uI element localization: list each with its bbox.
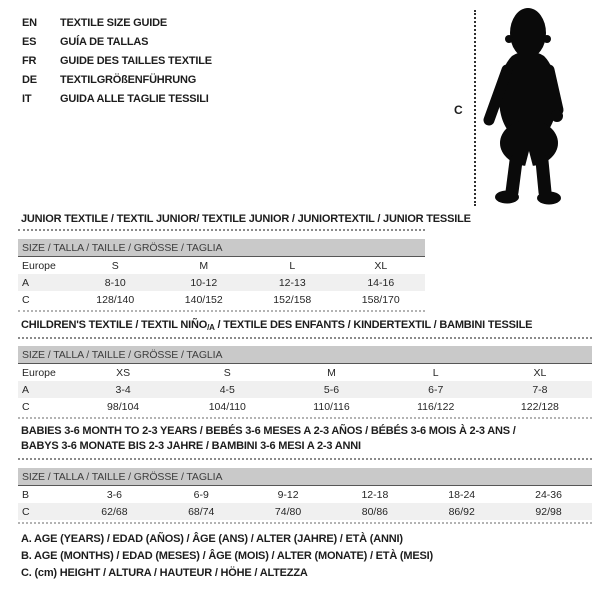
- size-cell: S: [111, 259, 119, 272]
- months-cell: 6-9: [193, 488, 209, 501]
- row-label: C: [22, 293, 30, 306]
- age-cell: 4-5: [219, 383, 235, 396]
- table-row-height: [18, 291, 425, 308]
- row-label: Europe: [22, 366, 56, 379]
- size-cell: S: [223, 366, 231, 379]
- note-c-height-cm: C. (cm) HEIGHT / ALTURA / HAUTEUR / HÖHE / ALTEZZA: [21, 567, 308, 579]
- height-cell: 92/98: [535, 505, 562, 518]
- age-cell: 3-4: [115, 383, 131, 396]
- language-row-it: [22, 89, 212, 108]
- note-b-age-months: B. AGE (MONTHS) / EDAD (MESES) / ÂGE (MOIS) / ALTER (MONATE) / ETÀ (MESI): [21, 550, 433, 562]
- height-cell: 62/68: [101, 505, 128, 518]
- size-header-row: [18, 346, 592, 364]
- language-code: DE: [22, 73, 37, 86]
- babies-size-table: [18, 458, 592, 524]
- row-label: B: [22, 488, 30, 501]
- height-c-label: C: [454, 103, 463, 117]
- baby-silhouette: [482, 6, 568, 206]
- age-cell: 5-6: [323, 383, 340, 396]
- height-cell: 116/122: [417, 400, 455, 413]
- age-cell: 7-8: [532, 383, 548, 396]
- language-row-de: [22, 70, 212, 89]
- babies-table-title: [21, 424, 586, 454]
- height-cell: 104/110: [208, 400, 246, 413]
- language-code: EN: [22, 16, 37, 29]
- height-cell: 74/80: [274, 505, 302, 518]
- months-cell: 12-18: [361, 488, 389, 501]
- language-code: FR: [22, 54, 37, 67]
- age-cell: 10-12: [190, 276, 218, 289]
- row-label: Europe: [22, 259, 56, 272]
- language-title: GUIDE DES TAILLES TEXTILE: [60, 54, 212, 67]
- language-code: ES: [22, 35, 37, 48]
- table-row-age: [18, 274, 425, 291]
- size-header-row: [18, 468, 592, 486]
- table-row-europe: [18, 364, 592, 381]
- table-row-months: [18, 486, 592, 503]
- size-cell: XL: [374, 259, 388, 272]
- size-cell: XL: [533, 366, 547, 379]
- table-row-height: [18, 398, 592, 415]
- height-cell: 152/158: [273, 293, 312, 306]
- height-cell: 122/128: [520, 400, 559, 413]
- size-cell: M: [327, 366, 336, 379]
- size-header-label: SIZE / TALLA / TAILLE / GRÖSSE / TAGLIA: [22, 470, 223, 483]
- months-cell: 24-36: [535, 488, 562, 501]
- language-title: TEXTILE SIZE GUIDE: [60, 16, 168, 29]
- age-cell: 14-16: [367, 276, 395, 289]
- footnotes: [21, 531, 433, 582]
- junior-size-table: [18, 229, 425, 312]
- language-code: IT: [22, 92, 32, 105]
- height-cell: 128/140: [96, 293, 135, 306]
- age-cell: 6-7: [428, 383, 444, 396]
- height-cell: 110/116: [313, 400, 350, 413]
- table-row-height: [18, 503, 592, 520]
- note-a-age-years: A. AGE (YEARS) / EDAD (AÑOS) / ÂGE (ANS) / ALTER (JAHRE) / ETÀ (ANNI): [21, 533, 403, 545]
- table-row-europe: [18, 257, 425, 274]
- size-header-label: SIZE / TALLA / TAILLE / GRÖSSE / TAGLIA: [22, 241, 223, 254]
- row-label: C: [22, 400, 30, 413]
- size-cell: XS: [116, 366, 131, 379]
- row-label: A: [22, 383, 30, 396]
- months-cell: 3-6: [106, 488, 122, 501]
- height-cell: 158/170: [361, 293, 400, 306]
- months-cell: 18-24: [448, 488, 476, 501]
- children-title-post: / TEXTILE DES ENFANTS / KINDERTEXTIL / BAMBINI TESSILE: [214, 319, 533, 331]
- size-cell: M: [199, 259, 209, 272]
- height-cell: 80/86: [361, 505, 389, 518]
- language-title: GUÍA DE TALLAS: [60, 35, 149, 48]
- height-cell: 98/104: [107, 400, 140, 413]
- language-row-es: [22, 32, 212, 51]
- height-cell: 86/92: [448, 505, 475, 518]
- language-title: GUIDA ALLE TAGLIE TESSILI: [60, 92, 209, 105]
- size-header-label: SIZE / TALLA / TAILLE / GRÖSSE / TAGLIA: [22, 348, 223, 361]
- language-list: [22, 13, 212, 108]
- height-dotted-line: [474, 10, 476, 206]
- age-cell: 12-13: [278, 276, 306, 289]
- junior-table-title: JUNIOR TEXTILE / TEXTIL JUNIOR/ TEXTILE JUNIOR / JUNIORTEXTIL / JUNIOR TESSILE: [21, 213, 471, 225]
- children-title-sub: /A: [207, 323, 215, 332]
- height-cell: 68/74: [188, 505, 215, 518]
- children-table-title: [21, 319, 532, 332]
- language-row-fr: [22, 51, 212, 70]
- size-header-row: [18, 239, 425, 257]
- size-cell: L: [432, 366, 439, 379]
- size-cell: L: [289, 259, 296, 272]
- language-row-en: [22, 13, 212, 32]
- age-cell: 8-10: [104, 276, 126, 289]
- row-label: A: [22, 276, 30, 289]
- table-row-age: [18, 381, 592, 398]
- row-label: C: [22, 505, 30, 518]
- language-title: TEXTILGRÖßENFÜHRUNG: [60, 73, 197, 86]
- babies-title-line1: BABIES 3-6 MONTH TO 2-3 YEARS / BEBÉS 3-6 MESES A 2-3 AÑOS / BÉBÉS 3-6 MOIS À 2-3 ANS /: [21, 425, 516, 437]
- children-size-table: [18, 337, 592, 419]
- children-title-pre: CHILDREN'S TEXTILE / TEXTIL NIÑO: [21, 319, 208, 331]
- months-cell: 9-12: [277, 488, 299, 501]
- babies-title-line2: BABYS 3-6 MONATE BIS 2-3 JAHRE / BAMBINI 3-6 MESI A 2-3 ANNI: [21, 440, 361, 452]
- height-cell: 140/152: [184, 293, 223, 306]
